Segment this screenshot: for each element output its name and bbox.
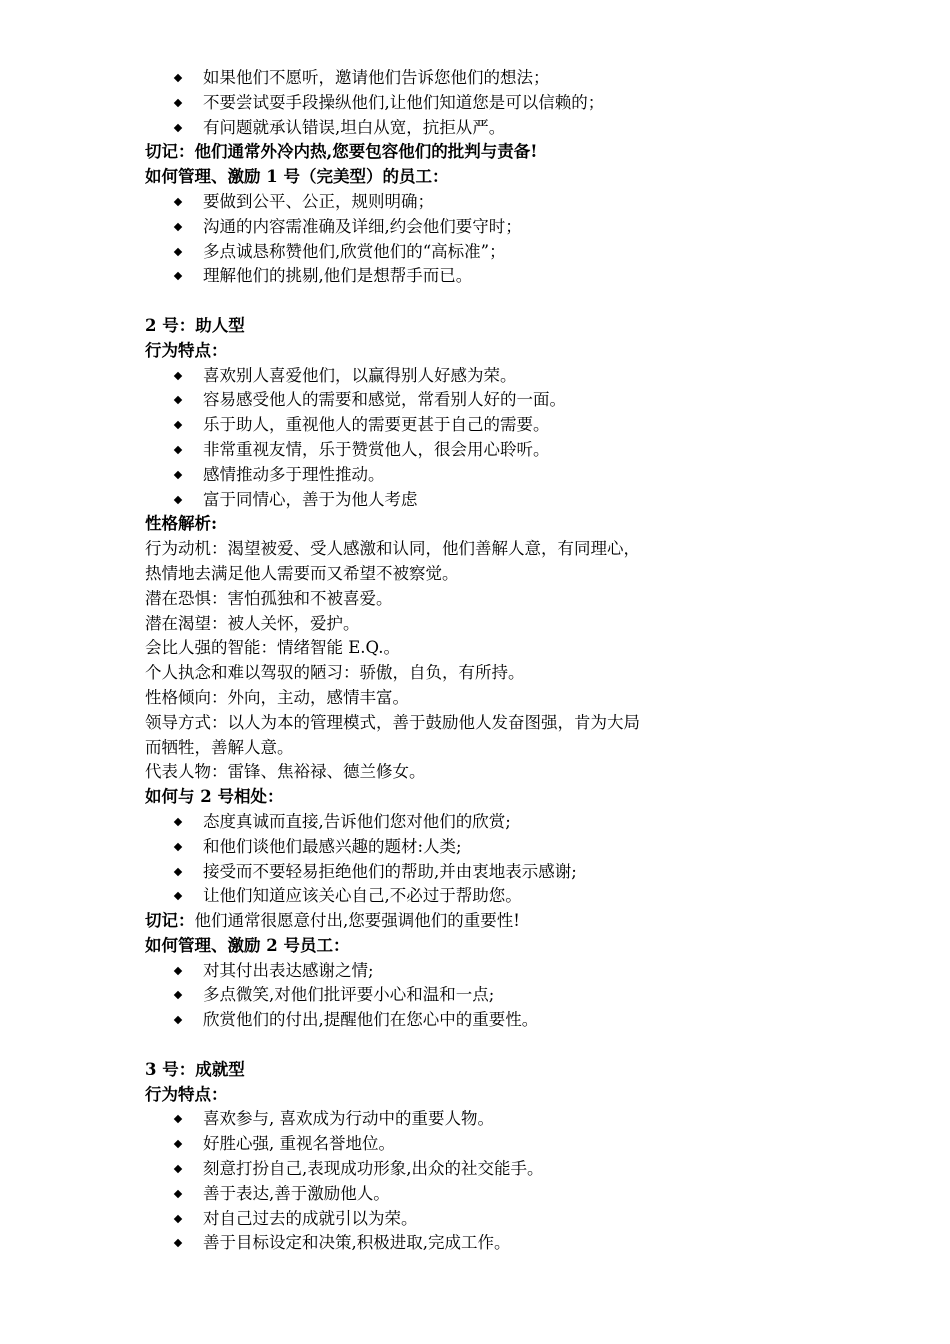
diamond-bullet-icon (174, 99, 182, 107)
list-item (145, 860, 845, 885)
list-item (145, 835, 845, 860)
list-item (145, 1132, 845, 1157)
diamond-bullet-icon (174, 123, 182, 131)
diamond-bullet-icon (174, 966, 182, 974)
list-item-text: 多点诚恳称赞他们,欣赏他们的“高标准”； (203, 241, 506, 261)
diamond-bullet-icon (174, 471, 182, 479)
analysis-line: 热情地去满足他人需要而又希望不被察觉。 (145, 563, 459, 583)
list-item (145, 1157, 845, 1182)
list-item-text: 理解他们的挑剔,他们是想帮手而已。 (203, 266, 473, 286)
list-item (145, 91, 845, 116)
type1-manage-heading: 如何管理、激励 1 号（完美型）的员工： (145, 167, 449, 187)
type1-manage-list (145, 190, 845, 289)
diamond-bullet-icon (174, 1190, 182, 1198)
analysis-line: 个人执念和难以驾驭的陋习：骄傲，自负，有所持。 (145, 663, 525, 683)
list-item-text: 如果他们不愿听，邀请他们告诉您他们的想法； (203, 68, 550, 87)
list-item (145, 215, 845, 240)
list-item-text: 善于表达,善于激励他人。 (203, 1183, 390, 1203)
diamond-bullet-icon (174, 991, 182, 999)
list-item-text: 喜欢参与, 喜欢成为行动中的重要人物。 (203, 1109, 494, 1129)
list-item-text: 善于目标设定和决策,积极进取,完成工作。 (203, 1233, 511, 1253)
type2-behavior-heading: 行为特点： (145, 340, 228, 360)
list-item (145, 388, 845, 413)
list-item-text: 多点微笑,对他们批评要小心和温和一点; (203, 985, 495, 1005)
diamond-bullet-icon (174, 495, 182, 503)
type2-behavior-list (145, 364, 845, 513)
diamond-bullet-icon (174, 396, 182, 404)
diamond-bullet-icon (174, 371, 182, 379)
diamond-bullet-icon (174, 892, 182, 900)
type3-behavior-heading: 行为特点： (145, 1084, 228, 1104)
section-spacer (145, 1033, 845, 1058)
list-item-text: 容易感受他人的需要和感觉，常看别人好的一面。 (203, 390, 566, 410)
list-item-text: 好胜心强, 重视名誉地位。 (203, 1134, 395, 1154)
diamond-bullet-icon (174, 1239, 182, 1247)
type2-analysis (145, 537, 845, 785)
list-item-text: 欣赏他们的付出,提醒他们在您心中的重要性。 (203, 1010, 539, 1030)
diamond-bullet-icon (174, 247, 182, 255)
list-item-text: 非常重视友情，乐于赞赏他人，很会用心聆听。 (203, 439, 550, 459)
analysis-line: 行为动机：渴望被爱、受人感激和认同，他们善解人意，有同理心， (145, 539, 640, 559)
diamond-bullet-icon (174, 272, 182, 280)
type2-caution (145, 909, 845, 934)
list-item (145, 463, 845, 488)
analysis-line: 领导方式：以人为本的管理模式，善于鼓励他人发奋图强，肯为大局 (145, 712, 640, 732)
type2-get-along-list (145, 810, 845, 909)
list-item (145, 884, 845, 909)
diamond-bullet-icon (174, 1115, 182, 1123)
list-item (145, 264, 845, 289)
list-item (145, 1008, 845, 1033)
list-item (145, 190, 845, 215)
list-item-text: 感情推动多于理性推动。 (203, 464, 385, 484)
list-item (145, 413, 845, 438)
analysis-line: 潜在渴望：被人关怀，爱护。 (145, 613, 360, 633)
list-item (145, 983, 845, 1008)
list-item-text: 富于同情心，善于为他人考虑 (203, 489, 418, 509)
diamond-bullet-icon (174, 1016, 182, 1024)
list-item-text: 态度真诚而直接,告诉他们您对他们的欣赏; (203, 811, 511, 831)
type2-analysis-heading: 性格解析: (145, 514, 218, 534)
list-item-text: 喜欢别人喜爱他们，以赢得别人好感为荣。 (203, 365, 517, 385)
list-item (145, 959, 845, 984)
list-item (145, 66, 845, 91)
diamond-bullet-icon (174, 818, 182, 826)
type2-manage-heading: 如何管理、激励 2 号员工： (145, 935, 350, 955)
diamond-bullet-icon (174, 223, 182, 231)
list-item (145, 1107, 845, 1132)
diamond-bullet-icon (174, 1140, 182, 1148)
list-item (145, 240, 845, 265)
list-item-text: 对其付出表达感谢之情; (203, 960, 374, 980)
list-item (145, 116, 845, 141)
list-item (145, 488, 845, 513)
list-item (145, 438, 845, 463)
type2-get-along-heading: 如何与 2 号相处： (145, 787, 284, 807)
list-item (145, 1207, 845, 1232)
type3-title: 3 号：成就型 (145, 1059, 245, 1079)
diamond-bullet-icon (174, 1214, 182, 1222)
analysis-line: 而牺牲，善解人意。 (145, 737, 294, 757)
list-item-text: 和他们谈他们最感兴趣的题材:人类; (203, 836, 462, 856)
analysis-line: 性格倾向：外向，主动，感情丰富。 (145, 687, 409, 707)
type1-caution: 切记：他们通常外冷内热,您要包容他们的批判与责备! (145, 142, 538, 162)
type1-tips-list (145, 66, 845, 140)
list-item (145, 364, 845, 389)
diamond-bullet-icon (174, 446, 182, 454)
type2-title: 2 号：助人型 (145, 315, 245, 335)
list-item (145, 1182, 845, 1207)
type3-behavior-list (145, 1107, 845, 1256)
analysis-line: 会比人强的智能：情绪智能 E.Q.。 (145, 638, 400, 658)
list-item-text: 乐于助人，重视他人的需要更甚于自己的需要。 (203, 415, 550, 435)
list-item-text: 让他们知道应该关心自己,不必过于帮助您。 (203, 886, 522, 906)
section-spacer (145, 289, 845, 314)
list-item-text: 不要尝试耍手段操纵他们,让他们知道您是可以信赖的； (203, 92, 605, 112)
caution-text: 他们通常很愿意付出,您要强调他们的重要性! (194, 911, 520, 931)
list-item (145, 810, 845, 835)
document-page (145, 66, 845, 1256)
list-item-text: 接受而不要轻易拒绝他们的帮助,并由衷地表示感谢; (203, 861, 577, 881)
analysis-line: 代表人物：雷锋、焦裕禄、德兰修女。 (145, 762, 426, 782)
list-item-text: 刻意打扮自己,表现成功形象,出众的社交能手。 (203, 1159, 544, 1179)
diamond-bullet-icon (174, 198, 182, 206)
list-item-text: 有问题就承认错误,坦白从宽，抗拒从严。 (203, 117, 506, 137)
type2-manage-list (145, 959, 845, 1033)
list-item-text: 要做到公平、公正，规则明确； (203, 191, 434, 211)
list-item-text: 沟通的内容需准确及详细,约会他们要守时； (203, 216, 522, 236)
diamond-bullet-icon (174, 867, 182, 875)
diamond-bullet-icon (174, 1165, 182, 1173)
caution-label: 切记： (145, 911, 195, 931)
list-item-text: 对自己过去的成就引以为荣。 (203, 1208, 418, 1228)
diamond-bullet-icon (174, 842, 182, 850)
list-item (145, 1231, 845, 1256)
analysis-line: 潜在恐惧：害怕孤独和不被喜爱。 (145, 588, 393, 608)
diamond-bullet-icon (174, 74, 182, 82)
diamond-bullet-icon (174, 421, 182, 429)
